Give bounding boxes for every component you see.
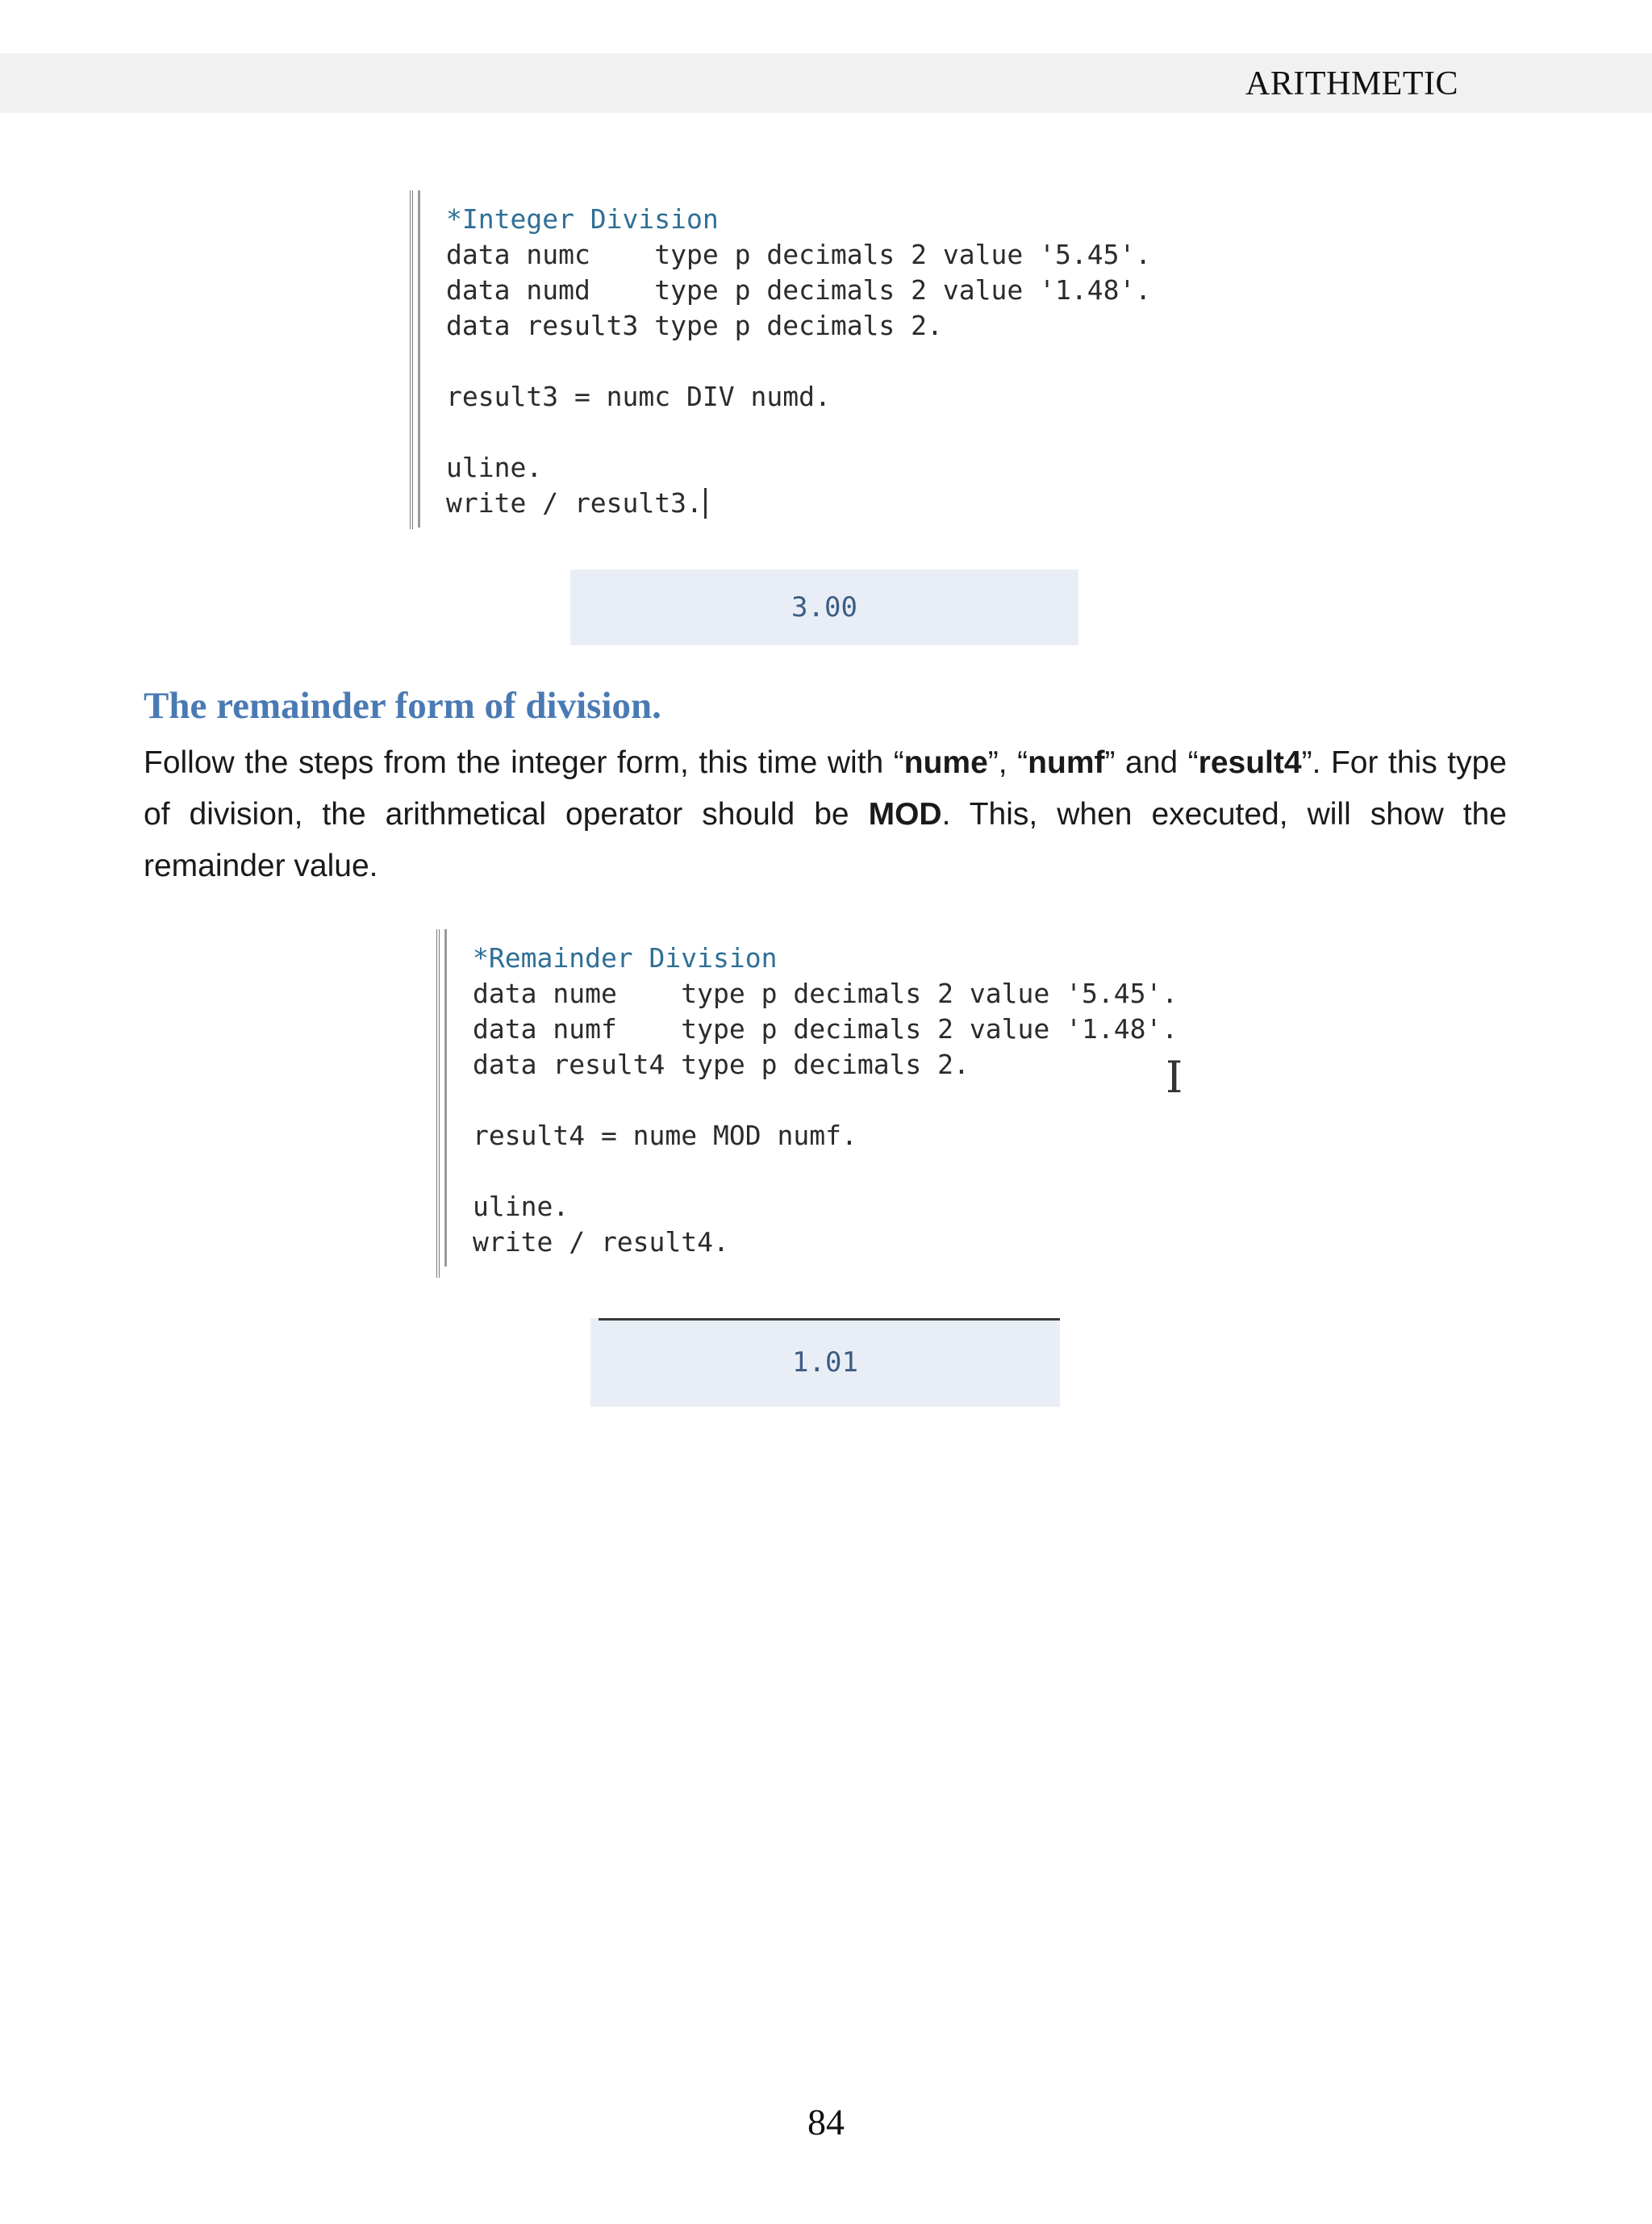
code-line: data numc type p decimals 2 value '5.45'.	[446, 239, 1152, 270]
code-line: uline.	[473, 1191, 569, 1222]
code-line: write / result3.	[446, 487, 703, 519]
code-line: *Integer Division	[446, 203, 719, 235]
code-line: write / result4.	[473, 1226, 729, 1258]
remainder-division-output	[590, 1318, 1060, 1407]
text-run: ”. For this type of division, the arithmetical operator should be	[144, 745, 1507, 832]
text-run: ” and “	[1104, 745, 1199, 780]
body-paragraph	[144, 737, 1507, 892]
header-title: ARITHMETIC	[1245, 65, 1458, 102]
code-line: data numf type p decimals 2 value '1.48'.	[473, 1013, 1179, 1045]
code-line: uline.	[446, 452, 543, 483]
integer-division-output	[570, 570, 1078, 645]
code-line: data result4 type p decimals 2.	[473, 1049, 970, 1080]
output-divider	[599, 1318, 1060, 1321]
code-editor-area	[444, 929, 1203, 1266]
text-run: ”, “	[987, 745, 1028, 780]
code-line: data nume type p decimals 2 value '5.45'.	[473, 978, 1179, 1009]
code-line: result3 = numc DIV numd.	[446, 381, 831, 412]
remainder-division-code-block	[436, 929, 1203, 1278]
code-blank-line	[473, 1083, 1203, 1118]
code-line: *Remainder Division	[473, 942, 778, 974]
code-line-with-cursor	[446, 486, 1176, 521]
bold-term: result4	[1198, 745, 1302, 780]
page-number: 84	[807, 2101, 845, 2143]
output-value: 3.00	[791, 591, 857, 624]
bold-term: MOD	[868, 797, 942, 832]
integer-division-code-block	[410, 190, 1176, 529]
text-cursor-icon	[704, 488, 707, 519]
text-run: . This, when executed, will show the remainder value.	[144, 797, 1507, 883]
code-editor-area	[418, 190, 1176, 528]
code-blank-line	[473, 1154, 1203, 1189]
bold-term: numf	[1028, 745, 1105, 780]
code-line: result4 = nume MOD numf.	[473, 1120, 857, 1151]
output-value: 1.01	[792, 1346, 858, 1379]
code-line: data numd type p decimals 2 value '1.48'.	[446, 274, 1152, 306]
ibeam-cursor-icon: I	[1166, 1052, 1183, 1103]
section-heading: The remainder form of division.	[144, 685, 661, 727]
code-blank-line	[446, 415, 1176, 450]
running-header	[0, 53, 1652, 113]
code-blank-line	[446, 344, 1176, 379]
code-line: data result3 type p decimals 2.	[446, 310, 943, 341]
bold-term: nume	[903, 745, 988, 780]
text-run: Follow the steps from the integer form, this time with “	[144, 745, 904, 780]
